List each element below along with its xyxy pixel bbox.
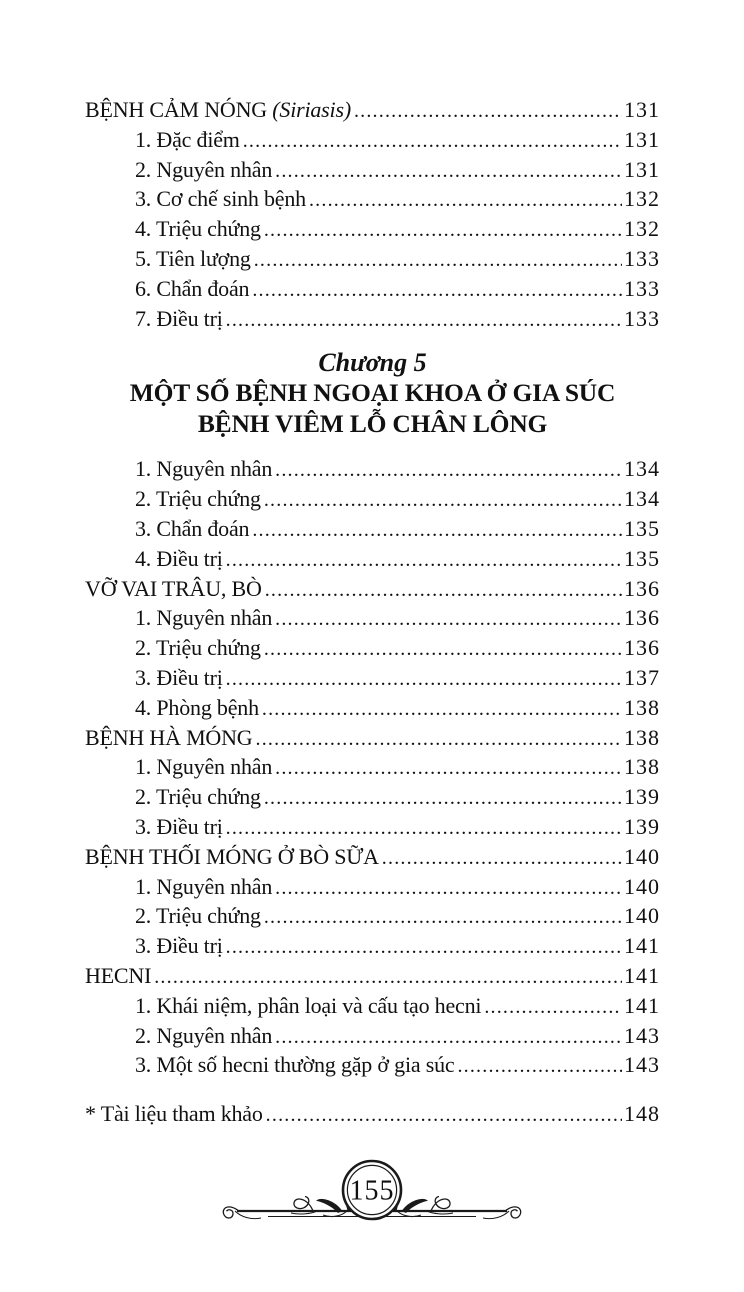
toc-dot-leader [252, 275, 622, 305]
toc-dot-leader [275, 156, 622, 186]
toc-entry-label: 1. Nguyên nhân [135, 456, 273, 482]
toc-entry [85, 843, 660, 873]
toc-dot-leader [154, 962, 622, 992]
toc-entry-label: 5. Tiên lượng [135, 245, 251, 271]
toc-entry-page: 143 [624, 1022, 660, 1048]
toc-entry [85, 305, 660, 335]
toc-entry [85, 604, 660, 634]
toc-entry [85, 1100, 660, 1130]
toc-entry-label: 1. Nguyên nhân [135, 754, 273, 780]
toc-entry [85, 932, 660, 962]
chapter-kicker: Chương 5 [318, 348, 427, 378]
toc-entry [85, 634, 660, 664]
toc-dot-leader [264, 215, 622, 245]
toc-entry [85, 664, 660, 694]
toc-dot-leader [226, 932, 622, 962]
toc-entry-page: 131 [624, 97, 660, 122]
toc-entry [85, 215, 660, 245]
toc-entry-page: 136 [624, 605, 660, 631]
toc-entry [85, 275, 660, 305]
toc-dot-leader [252, 515, 622, 545]
toc-entry-label: 1. Nguyên nhân [135, 605, 273, 631]
toc-entry [85, 245, 660, 275]
toc-entry-label: 4. Phòng bệnh [135, 694, 259, 720]
toc-entry-label: * Tài liệu tham khảo [85, 1101, 263, 1127]
toc-dot-leader [226, 813, 622, 843]
toc-entry-label: 2. Triệu chứng [135, 635, 261, 661]
toc-entry-label: 1. Nguyên nhân [135, 873, 273, 899]
toc-entry [85, 96, 660, 126]
toc-entry-label: BỆNH CẢM NÓNG (Siriasis) [85, 97, 351, 122]
toc-entry-label: 3. Một số hecni thường gặp ở gia súc [135, 1052, 455, 1078]
toc-entry-label: BỆNH HÀ MÓNG [85, 724, 253, 750]
chapter-title-line-2: BỆNH VIÊM LỖ CHÂN LÔNG [197, 408, 548, 438]
toc-section-after-chapter [85, 455, 660, 1130]
toc-dot-leader [254, 245, 622, 275]
toc-entry-label: 1. Khái niệm, phân loại và cấu tạo hecni [135, 992, 482, 1018]
footer-ornament [221, 1154, 523, 1254]
toc-entry-page: 131 [624, 126, 660, 152]
toc-dot-leader [226, 664, 622, 694]
toc-entry-label: 3. Điều trị [135, 664, 223, 690]
toc-entry-page: 139 [624, 784, 660, 810]
toc-dot-leader [226, 545, 622, 575]
toc-dot-leader [354, 96, 622, 126]
toc-entry [85, 902, 660, 932]
toc-entry-page: 132 [624, 216, 660, 242]
toc-entry-page: 139 [624, 813, 660, 839]
toc-dot-leader [256, 724, 623, 754]
toc-entry-label: 6. Chẩn đoán [135, 275, 250, 301]
toc-dot-leader [275, 1022, 622, 1052]
toc-entry-label: 3. Điều trị [135, 813, 223, 839]
toc-entry [85, 1022, 660, 1052]
toc-entry-label: BỆNH THỐI MÓNG Ở BÒ SỮA [85, 843, 379, 869]
toc-entry-label: 4. Triệu chứng [135, 216, 261, 242]
toc-entry [85, 962, 660, 992]
toc-entry-page: 140 [624, 843, 660, 869]
toc-entry-page: 136 [624, 635, 660, 661]
toc-entry [85, 485, 660, 515]
toc-entry-label: 3. Điều trị [135, 933, 223, 959]
toc-entry-page: 141 [624, 992, 660, 1018]
toc-entry-page: 133 [624, 245, 660, 271]
toc-entry-label: 7. Điều trị [135, 305, 223, 331]
toc-entry-page: 140 [624, 903, 660, 929]
page-number: 155 [349, 1175, 395, 1207]
toc-dot-leader [309, 185, 622, 215]
toc-dot-leader [275, 753, 622, 783]
toc-entry-page: 148 [624, 1101, 660, 1127]
page-number-circle [343, 1161, 401, 1219]
toc-entry-label: 2. Nguyên nhân [135, 1022, 273, 1048]
toc-entry [85, 783, 660, 813]
toc-entry-page: 132 [624, 186, 660, 212]
toc-dot-leader [226, 305, 622, 335]
toc-entry-page: 141 [624, 962, 660, 988]
toc-dot-leader [264, 634, 622, 664]
toc-entry [85, 694, 660, 724]
chapter-title-line-1: MỘT SỐ BỆNH NGOẠI KHOA Ở GIA SÚC [129, 378, 616, 408]
toc-dot-leader [275, 604, 622, 634]
toc-dot-leader [457, 1051, 622, 1081]
toc-entry-page: 141 [624, 933, 660, 959]
toc-dot-leader [484, 992, 622, 1022]
toc-dot-leader [265, 575, 622, 605]
toc-entry [85, 724, 660, 754]
toc-entry-page: 135 [624, 545, 660, 571]
toc-entry [85, 575, 660, 605]
toc-entry-label: 3. Chẩn đoán [135, 515, 250, 541]
toc-entry-page: 138 [624, 754, 660, 780]
toc-entry-label: 2. Triệu chứng [135, 784, 261, 810]
toc-dot-leader [275, 455, 622, 485]
toc-entry [85, 126, 660, 156]
toc-entry [85, 873, 660, 903]
toc-entry-page: 138 [624, 724, 660, 750]
toc-dot-leader [243, 126, 622, 156]
toc-entry-page: 140 [624, 873, 660, 899]
toc-entry-label: 3. Cơ chế sinh bệnh [135, 186, 306, 212]
toc-entry [85, 753, 660, 783]
toc-dot-leader [262, 694, 622, 724]
toc-entry [85, 992, 660, 1022]
toc-entry-label: 2. Nguyên nhân [135, 156, 273, 182]
toc-entry-label: 2. Triệu chứng [135, 903, 261, 929]
toc-entry-label: 4. Điều trị [135, 545, 223, 571]
toc-dot-leader [266, 1100, 622, 1130]
toc-entry-page: 135 [624, 515, 660, 541]
toc-dot-leader [264, 902, 622, 932]
toc-entry [85, 813, 660, 843]
toc-entry [85, 156, 660, 186]
toc-section-before-chapter [85, 96, 660, 334]
toc-dot-leader [382, 843, 622, 873]
toc-entry-page: 133 [624, 305, 660, 331]
toc-dot-leader [264, 783, 622, 813]
toc-entry [85, 455, 660, 485]
toc-entry [85, 185, 660, 215]
toc-entry-label: 2. Triệu chứng [135, 486, 261, 512]
toc-entry [85, 1051, 660, 1081]
toc-entry-label: 1. Đặc điểm [135, 126, 240, 152]
toc-entry [85, 515, 660, 545]
toc-entry-page: 133 [624, 275, 660, 301]
toc-entry-label: HECNI [85, 962, 152, 988]
toc-dot-leader [264, 485, 622, 515]
chapter-heading [85, 347, 660, 439]
toc-entry-page: 136 [624, 575, 660, 601]
toc-entry-page: 134 [624, 486, 660, 512]
toc-entry-page: 137 [624, 664, 660, 690]
toc-dot-leader [275, 873, 622, 903]
toc-entry-page: 134 [624, 456, 660, 482]
toc-entry [85, 545, 660, 575]
toc-entry-page: 138 [624, 694, 660, 720]
toc-entry-page: 131 [624, 156, 660, 182]
toc-entry-label: VỠ VAI TRÂU, BÒ [85, 575, 262, 601]
toc-entry-page: 143 [624, 1052, 660, 1078]
